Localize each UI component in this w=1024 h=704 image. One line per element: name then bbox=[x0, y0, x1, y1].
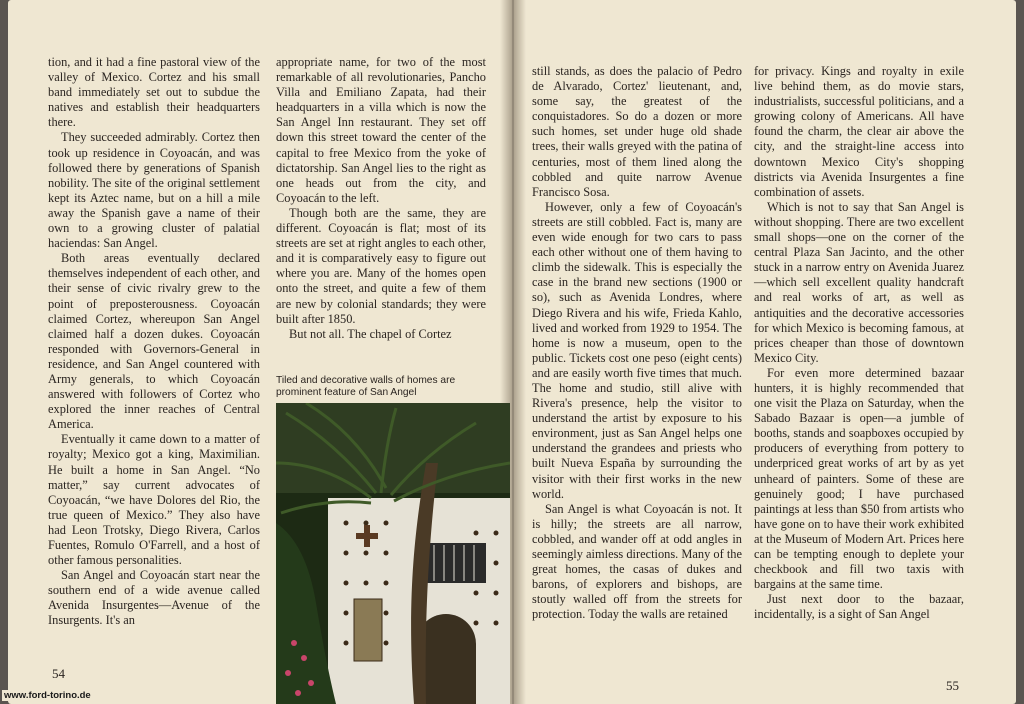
paragraph: for privacy. Kings and royalty in exile live behind them, as do movie stars, industrialists, successful politicians, and a growing colony of Americans. All have found the charm, the clear air above the city, and the straight-line access into downtown Mexico City's shopping districts via Avenida Insurgentes a fine combination of assets. bbox=[754, 64, 964, 199]
paragraph: Both areas eventually declared themselves independent of each other, and their sense of civic rivalry grew to the point of preposterousness. Coyoacán claimed Cortez, whereupon San Angel claimed half a dozen dukes. Coyoacán responded with Governors-General in residence, and San Angel countered with Army generals, to which Coyoacán answered with followers of Cortez who explored the inner reaches of Central America. bbox=[48, 251, 260, 432]
paragraph: San Angel and Coyoacán start near the southern end of a wide avenue called Avenida Insurgentes—Avenue of the Insurgents. It's an bbox=[48, 568, 260, 628]
text-column-3 bbox=[532, 64, 742, 622]
paragraph: appropriate name, for two of the most remarkable of all revolutionaries, Pancho Villa and Emiliano Zapata, had their headquarters in a villa which is now the San Angel Inn restaurant. They set off down this street toward the center of the capital to free Mexico from the yoke of dictatorship. San Angel lies to the right as one heads out from the city, and Coyoacán to the left. bbox=[276, 55, 486, 205]
paragraph: They succeeded admirably. Cortez then took up residence in Coyoacán, and was followed there by generations of Spanish nobility. The site of the original settlement kept its Aztec name, but on a hill a mile away the Spanish gave a name of their own to a growing cluster of palatial haciendas: San Angel. bbox=[48, 130, 260, 251]
photo-caption: Tiled and decorative walls of homes are prominent feature of San Angel bbox=[276, 375, 456, 398]
text-column-4 bbox=[754, 64, 964, 622]
paragraph: San Angel is what Coyoacán is not. It is hilly; the streets are all narrow, cobbled, and wander off at odd angles in seemingly aimless directions. Many of the great homes, the casas of dukes and barons, of explorers and bishops, are stoutly walled off from the streets for protection. Today the walls are retained bbox=[532, 501, 742, 622]
san-angel-photo bbox=[276, 403, 510, 704]
text-column-1 bbox=[48, 55, 260, 629]
paragraph: tion, and it had a fine pastoral view of the valley of Mexico. Cortez and his small band immediately set out to subdue the natives and establish their headquarters there. bbox=[48, 55, 260, 130]
page-number-left: 54 bbox=[52, 666, 65, 681]
paragraph: But not all. The chapel of Cortez bbox=[289, 326, 452, 341]
paragraph: still stands, as does the palacio of Pedro de Alvarado, Cortez' lieutenant, and, some say, the greatest of the conquistadores. So do a dozen or more such homes, set under huge old shade trees, their walls greyed with the patina of centuries, most of them lined along the cobbled and quite narrow Avenue Francisco Sosa. bbox=[532, 64, 742, 199]
page-number-right: 55 bbox=[946, 678, 959, 693]
paragraph: Though both are the same, they are different. Coyoacán is flat; most of its streets are set at right angles to each other, and it is comparatively easy to figure out where you are. Many of the homes open onto the street, and quite a few of them are new by colonial standards; they were built after 1850. bbox=[276, 205, 486, 326]
paragraph: Eventually it came down to a matter of royalty; Mexico got a king, Maximilian. He built a home in San Angel. “No matter,” say current advocates of Coyoacán, “we have Dolores del Rio, the true queen of Mexico.” They also have had Leon Trotsky, Diego Rivera, Carlos Fuentes, Romulo O'Farrell, and a host of other famous personalities. bbox=[48, 432, 260, 568]
paragraph: Just next door to the bazaar, incidentally, is a sight of San Angel bbox=[754, 592, 964, 622]
paragraph: However, only a few of Coyoacán's streets are still cobbled. Fact is, many are even wide enough for two cars to pass each other without one of them having to climb the sidewalk. This is especially the case in the brand new sections (1900 or so), such as Avenida Londres, where Diego Rivera and his wife, Frieda Kahlo, lived and worked from 1929 to 1954. The home is now a museum, open to the public. Tickets cost one peso (eight cents) and are easily worth five times that much. The home and studio, still alive with Rivera's presence, help the visitor to understand the artist by exposure to his environment, just as San Angel helps one understand the grandees and priests who built Nueva España by surrounding the visitor with their first works in the new world. bbox=[532, 199, 742, 501]
paragraph: Which is not to say that San Angel is without shopping. There are two excellent small shops—one on the corner of the central Plaza San Jacinto, and the other stuck in a narrow entry on Avenida Juarez—which sell excellent quality handcraft and real works of art, as well as antiquities and the decorative accessories for which Mexico is becoming famous, at prices cheaper than those of downtown Mexico City. bbox=[754, 199, 964, 365]
text-column-2 bbox=[276, 55, 486, 342]
watermark: www.ford-torino.de bbox=[4, 690, 91, 701]
paragraph: For even more determined bazaar hunters, it is highly recommended that one visit the Plaza on Saturday, when the Sabado Bazaar is open—a jumble of booths, stands and soapboxes occupied by producers of everything from pottery to underpriced great works of art by as yet unheard of painters. Some of these are genuinely good; I have purchased paintings at less than $50 from artists who have gone on to have their work exhibited at the Museum of Modern Art. Prices here can be tempting enough to deplete your checkbook and fill two taxis with bargains at the same time. bbox=[754, 365, 964, 592]
